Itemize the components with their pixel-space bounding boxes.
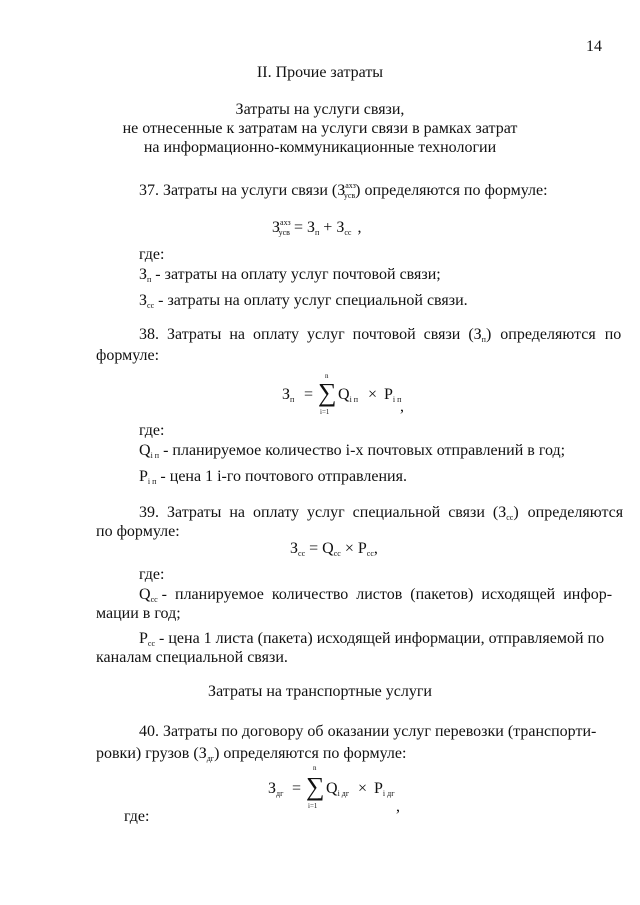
item-39-definition-1-line2: мации в год; (96, 605, 181, 622)
section-title: II. Прочие затраты (256, 64, 384, 81)
item-38-line2: формуле: (96, 347, 160, 364)
item-40-line1: 40. Затраты по договору об оказании услуг перевозки (транспорти- (139, 723, 597, 740)
subsection-heading-line3: на информационно-коммуникационные технологии (143, 139, 497, 156)
formula-37: $З^{ахз}_{усв} = З_п + З_{сс}$ , (272, 218, 362, 237)
formula-40: $З_{дг}$ = n ∑ i=1 $Q_{i дг}$ × $P_{i дг}$ , (268, 764, 400, 815)
formula-38: $З_п$ = n ∑ i=1 $Q_{i п}$ × $P_{i п}$ , (282, 372, 404, 416)
item-38-line1: 38. Затраты на оплату услуг почтовой связи $(З_п)$ определяются по (139, 326, 622, 344)
item-39-definition-2-line2: каналам специальной связи. (96, 649, 288, 666)
item-37-definition-2: $З_{сс}$ - затраты на оплату услуг специальной связи. (139, 292, 468, 310)
item-37-text: 37. Затраты на услуги связи $(З^{ахз}_{усв})$ определяются по формуле: (139, 181, 548, 200)
item-38-definition-2: $P_{i п}$ - цена 1 i-го почтового отправления. (139, 468, 407, 486)
item-38-definition-1: $Q_{i п}$ - планируемое количество i-х почтовых отправлений в год; (139, 442, 566, 460)
item-39-line1: 39. Затраты на оплату услуг специальной связи $(З_{сс})$ определяются (139, 504, 624, 522)
item-38-where: где: (139, 422, 165, 439)
item-40-line2: ровки) грузов $(З_{дг})$ определяются по формуле: (96, 745, 407, 763)
item-39-definition-2-line1: $P_{сс}$ - цена 1 листа (пакета) исходящей информации, отправляемой по (139, 630, 605, 648)
item-39-where: где: (139, 566, 165, 583)
formula-39: $З_{сс} = Q_{сс} \times P_{сс}$, (290, 540, 378, 558)
item-37-where: где: (139, 246, 165, 263)
subsection-heading-line1: Затраты на услуги связи, (235, 101, 405, 118)
symbol-z-ahz-usv: $З^{ахз}_{усв}$ (337, 181, 356, 200)
item-39-definition-1-line1: $Q_{сс}$ - планируемое количество листов (пакетов) исходящей инфор- (139, 586, 613, 604)
page-number: 14 (586, 38, 602, 55)
item-37-definition-1: $З_п$ - затраты на оплату услуг почтовой связи; (139, 266, 441, 284)
item-40-where: где: (124, 808, 150, 825)
subsection-heading-transport: Затраты на транспортные услуги (208, 683, 432, 700)
subsection-heading-line2: не отнесенные к затратам на услуги связи в рамках затрат (122, 120, 518, 137)
item-39-line2: по формуле: (96, 523, 180, 540)
